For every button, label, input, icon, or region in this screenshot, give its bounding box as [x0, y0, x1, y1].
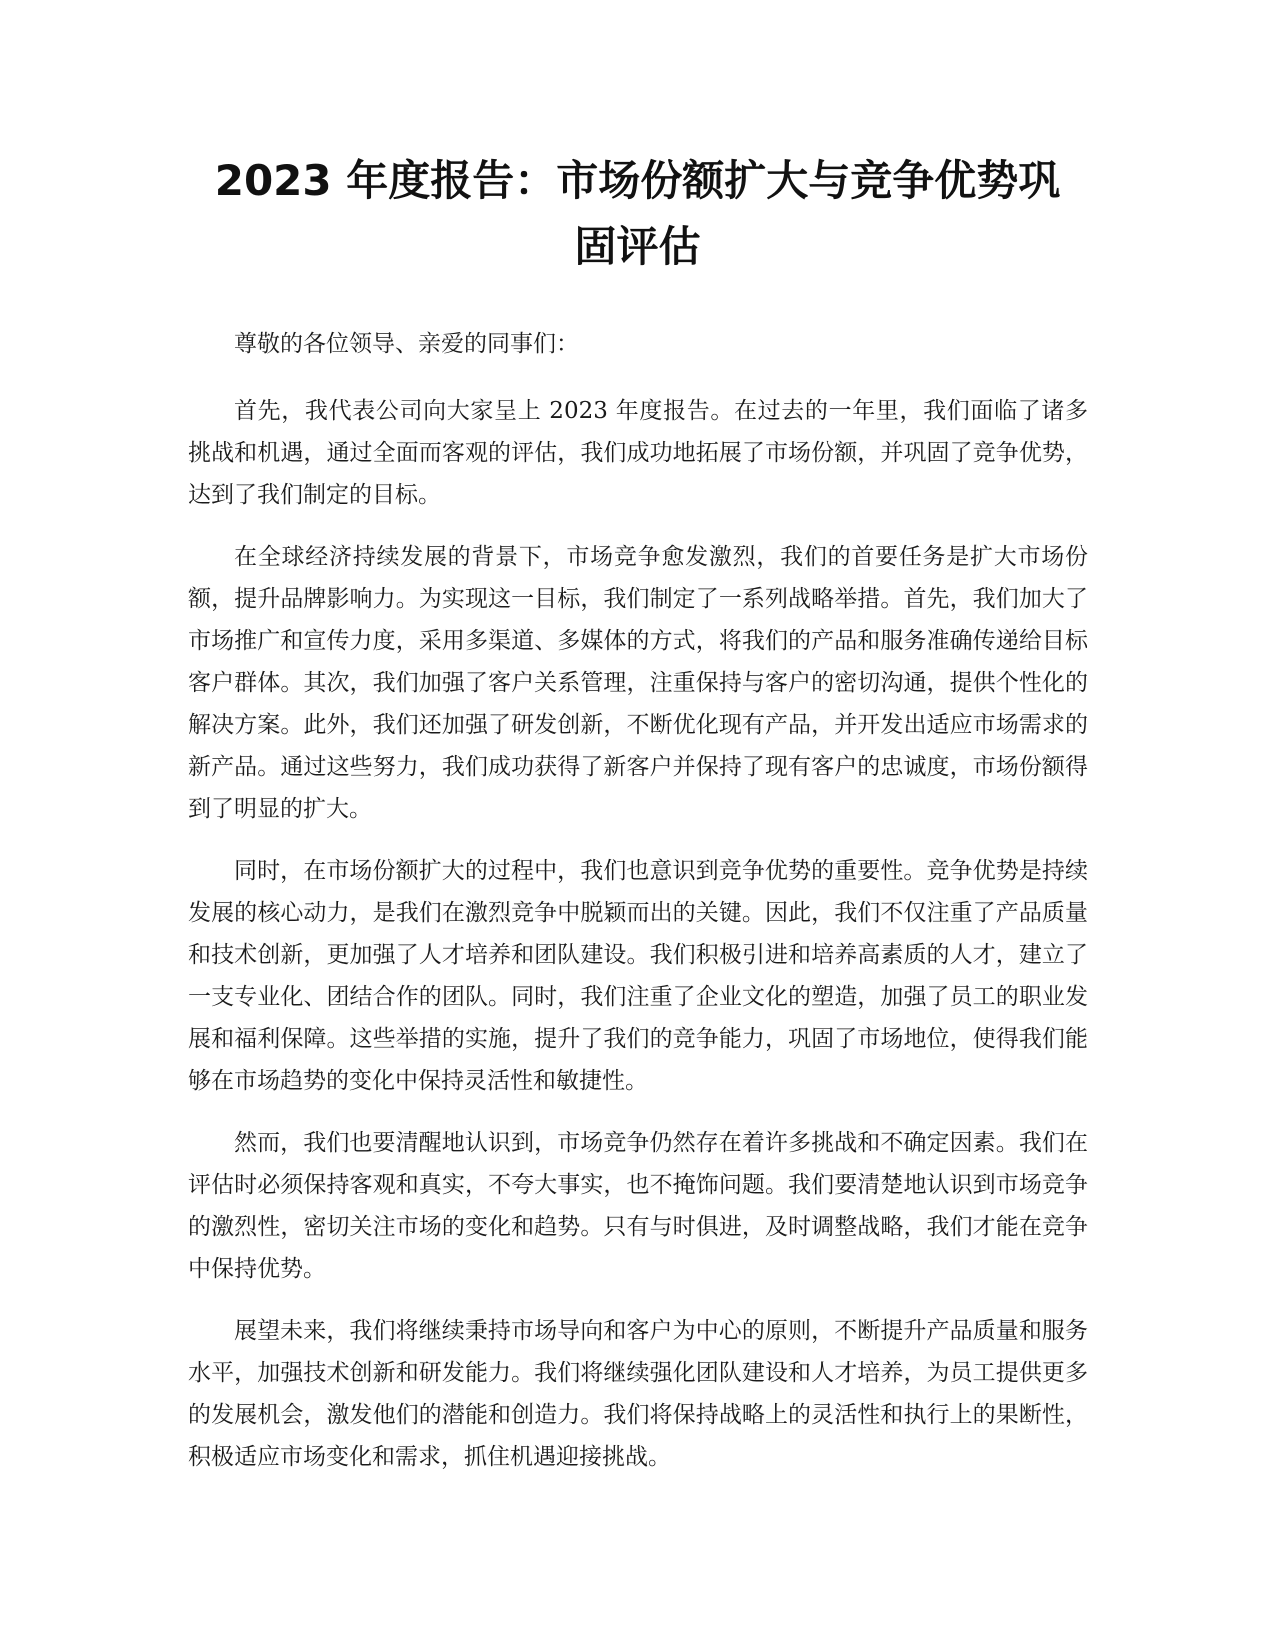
title-line-2: 固评估: [574, 222, 701, 271]
greeting-paragraph: 尊敬的各位领导、亲爱的同事们：: [234, 331, 579, 357]
document-body: [188, 323, 1088, 1498]
document-title: [150, 148, 1125, 280]
title-line-1: 2023 年度报告：市场份额扩大与竞争优势巩: [214, 156, 1061, 205]
body-paragraph-1: 首先，我代表公司向大家呈上 2023 年度报告。在过去的一年里，我们面临了诸多挑战和机遇，通过全面而客观的评估，我们成功地拓展了市场份额，并巩固了竞争优势，达到了我们制定的目标。: [188, 398, 1088, 508]
body-paragraph-2: 在全球经济持续发展的背景下，市场竞争愈发激烈，我们的首要任务是扩大市场份额，提升品牌影响力。为实现这一目标，我们制定了一系列战略举措。首先，我们加大了市场推广和宣传力度，采用多渠道、多媒体的方式，将我们的产品和服务准确传递给目标客户群体。其次，我们加强了客户关系管理，注重保持与客户的密切沟通，提供个性化的解决方案。此外，我们还加强了研发创新，不断优化现有产品，并开发出适应市场需求的新产品。通过这些努力，我们成功获得了新客户并保持了现有客户的忠诚度，市场份额得到了明显的扩大。: [188, 544, 1088, 822]
body-paragraph-4: 然而，我们也要清醒地认识到，市场竞争仍然存在着许多挑战和不确定因素。我们在评估时必须保持客观和真实，不夸大事实，也不掩饰问题。我们要清楚地认识到市场竞争的激烈性，密切关注市场的变化和趋势。只有与时俱进，及时调整战略，我们才能在竞争中保持优势。: [188, 1130, 1088, 1282]
body-paragraph-3: 同时，在市场份额扩大的过程中，我们也意识到竞争优势的重要性。竞争优势是持续发展的核心动力，是我们在激烈竞争中脱颖而出的关键。因此，我们不仅注重了产品质量和技术创新，更加强了人才培养和团队建设。我们积极引进和培养高素质的人才，建立了一支专业化、团结合作的团队。同时，我们注重了企业文化的塑造，加强了员工的职业发展和福利保障。这些举措的实施，提升了我们的竞争能力，巩固了市场地位，使得我们能够在市场趋势的变化中保持灵活性和敏捷性。: [188, 858, 1088, 1094]
body-paragraph-5: 展望未来，我们将继续秉持市场导向和客户为中心的原则，不断提升产品质量和服务水平，加强技术创新和研发能力。我们将继续强化团队建设和人才培养，为员工提供更多的发展机会，激发他们的潜能和创造力。我们将保持战略上的灵活性和执行上的果断性，积极适应市场变化和需求，抓住机遇迎接挑战。: [188, 1318, 1088, 1470]
